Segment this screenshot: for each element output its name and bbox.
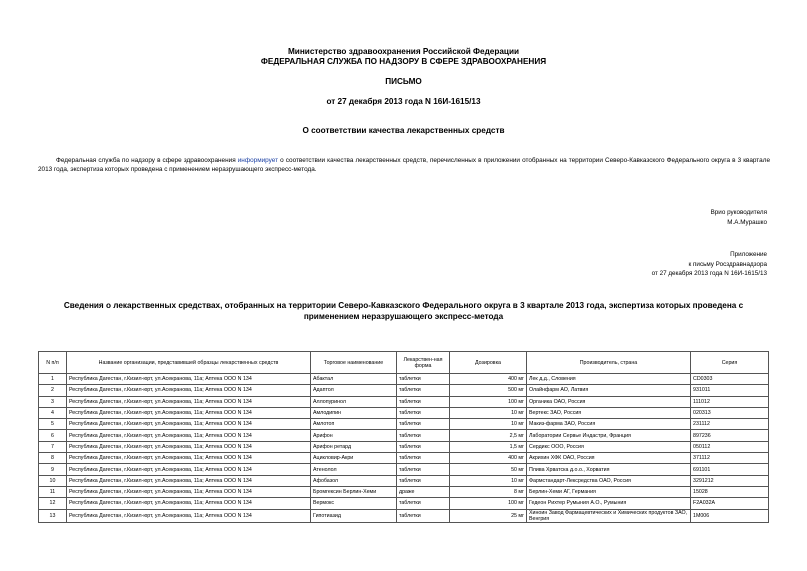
col-header-series: Серия [691,352,769,374]
cell-number: 4 [39,407,67,418]
table-row [39,464,769,475]
col-header-manufacturer: Производитель, страна [527,352,691,374]
document-subject: О соответствии качества лекарственных средств [302,126,505,135]
table-row [39,486,769,497]
cell-series: 1M006 [691,509,769,522]
signature-position: Врио руководителя [710,209,767,216]
appendix-block [652,250,767,279]
cell-series: 371112 [691,453,769,464]
cell-number: 7 [39,441,67,452]
body-paragraph [38,156,770,175]
cell-trade-name: Абактал [311,374,397,385]
cell-manufacturer: Вертекс ЗАО, Россия [527,407,691,418]
document-date: от 27 декабря 2013 года N 16И-1615/13 [326,97,481,106]
cell-series: 3291212 [691,475,769,486]
cell-organization: Республика Дагестан, г.Кизил-юрт, ул.Асекранова, 11а; Аптека ООО N 134 [67,385,311,396]
table-row [39,430,769,441]
body-text-start: Федеральная служба по надзору в сфере здравоохранения [56,157,238,164]
cell-dosage: 100 мг [450,498,527,509]
cell-dosage: 8 мг [450,486,527,497]
cell-trade-name: Арифон ретард [311,441,397,452]
col-header-organization: Название организации, представившей образцы лекарственных средств [67,352,311,374]
cell-form: таблетки [397,407,450,418]
ministry-name: Министерство здравоохранения Российской Федерации [287,47,520,56]
cell-form: таблетки [397,498,450,509]
cell-trade-name: Бромгексин Берлин-Хеми [311,486,397,497]
drugs-table [38,351,769,523]
cell-series: 691101 [691,464,769,475]
cell-form: таблетки [397,453,450,464]
cell-form: таблетки [397,441,450,452]
appendix-label: Приложение [730,251,767,258]
table-title: Сведения о лекарственных средствах, отобранных на территории Северо-Кавказского Федерального округа в 3 квартале 2013 года, экспертиза которых проведена с применением неразрушающего экспресс-метода [63,301,744,321]
table-row [39,407,769,418]
cell-series: 020313 [691,407,769,418]
cell-organization: Республика Дагестан, г.Кизил-юрт, ул.Асекранова, 11а; Аптека ООО N 134 [67,430,311,441]
table-header-row [39,352,769,374]
cell-series: 050112 [691,441,769,452]
cell-number: 12 [39,498,67,509]
cell-manufacturer: Лаборатории Сервье Индастри, Франция [527,430,691,441]
cell-trade-name: Аллопуринол [311,396,397,407]
cell-organization: Республика Дагестан, г.Кизил-юрт, ул.Асекранова, 11а; Аптека ООО N 134 [67,396,311,407]
cell-form: драже [397,486,450,497]
table-row [39,419,769,430]
cell-dosage: 100 мг [450,396,527,407]
cell-organization: Республика Дагестан, г.Кизил-юрт, ул.Асекранова, 11а; Аптека ООО N 134 [67,475,311,486]
cell-organization: Республика Дагестан, г.Кизил-юрт, ул.Асекранова, 11а; Аптека ООО N 134 [67,419,311,430]
cell-organization: Республика Дагестан, г.Кизил-юрт, ул.Асекранова, 11а; Аптека ООО N 134 [67,407,311,418]
col-header-form: Лекарствен-ная форма [397,352,450,374]
cell-series: 111012 [691,396,769,407]
table-row [39,374,769,385]
cell-form: таблетки [397,475,450,486]
cell-form: таблетки [397,396,450,407]
cell-form: таблетки [397,374,450,385]
cell-manufacturer: Органика ОАО, Россия [527,396,691,407]
cell-form: таблетки [397,419,450,430]
appendix-to-letter: к письму Росздравнадзора [688,260,767,268]
cell-trade-name: Гипотиазид [311,509,397,522]
body-text-end: о соответствии качества лекарственных средств, перечисленных в приложении отобранных на территории Северо-Кавказского Федерального округа в 3 квартале 2013 года, экспертиза которых проведена с применением неразрушающего экспресс-метода. [38,157,770,174]
cell-dosage: 1,5 мг [450,441,527,452]
cell-number: 6 [39,430,67,441]
cell-manufacturer: Берлин-Хеми АГ, Германия [527,486,691,497]
cell-trade-name: Адаптол [311,385,397,396]
cell-dosage: 400 мг [450,453,527,464]
cell-series: 231112 [691,419,769,430]
col-header-dosage: Дозировка [450,352,527,374]
cell-trade-name: Арифон [311,430,397,441]
cell-number: 5 [39,419,67,430]
cell-dosage: 10 мг [450,407,527,418]
cell-form: таблетки [397,430,450,441]
signature-block [711,208,767,227]
cell-series: 15028 [691,486,769,497]
table-row [39,509,769,522]
cell-manufacturer: Гедеон Рихтер Румыния А.О., Румыния [527,498,691,509]
cell-manufacturer: Плива Хрватска д.о.о., Хорватия [527,464,691,475]
table-row [39,475,769,486]
cell-dosage: 500 мг [450,385,527,396]
cell-trade-name: Амлотоп [311,419,397,430]
cell-series: F2A032A [691,498,769,509]
cell-series: 897236 [691,430,769,441]
cell-manufacturer: Олайнфарм АО, Латвия [527,385,691,396]
cell-organization: Республика Дагестан, г.Кизил-юрт, ул.Асекранова, 11а; Аптека ООО N 134 [67,509,311,522]
document-type: ПИСЬМО [385,77,422,86]
cell-number: 1 [39,374,67,385]
cell-number: 11 [39,486,67,497]
cell-number: 10 [39,475,67,486]
table-row [39,441,769,452]
cell-series: 931011 [691,385,769,396]
cell-organization: Республика Дагестан, г.Кизил-юрт, ул.Асекранова, 11а; Аптека ООО N 134 [67,464,311,475]
cell-number: 13 [39,509,67,522]
cell-dosage: 2,5 мг [450,430,527,441]
cell-manufacturer: Макиз-фарма ЗАО, Россия [527,419,691,430]
cell-organization: Республика Дагестан, г.Кизил-юрт, ул.Асекранова, 11а; Аптека ООО N 134 [67,498,311,509]
cell-manufacturer: Сердикс ООО, Россия [527,441,691,452]
cell-number: 8 [39,453,67,464]
cell-trade-name: Атенолол [311,464,397,475]
cell-dosage: 10 мг [450,419,527,430]
cell-form: таблетки [397,509,450,522]
cell-trade-name: Ацикловир-Акри [311,453,397,464]
cell-number: 3 [39,396,67,407]
inform-link[interactable]: информирует [237,157,279,164]
cell-organization: Республика Дагестан, г.Кизил-юрт, ул.Асекранова, 11а; Аптека ООО N 134 [67,453,311,464]
cell-dosage: 25 мг [450,509,527,522]
cell-trade-name: Афобазол [311,475,397,486]
table-row [39,498,769,509]
service-name: ФЕДЕРАЛЬНАЯ СЛУЖБА ПО НАДЗОРУ В СФЕРЕ ЗДРАВООХРАНЕНИЯ [260,57,547,66]
cell-series: CD0303 [691,374,769,385]
cell-organization: Республика Дагестан, г.Кизил-юрт, ул.Асекранова, 11а; Аптека ООО N 134 [67,441,311,452]
col-header-number: N п/п [39,352,67,374]
cell-manufacturer: Лек д.д., Словения [527,374,691,385]
cell-manufacturer: Акрихин ХФК ОАО, Россия [527,453,691,464]
cell-manufacturer: Фармстандарт-Лексредства ОАО, Россия [527,475,691,486]
cell-organization: Республика Дагестан, г.Кизил-юрт, ул.Асекранова, 11а; Аптека ООО N 134 [67,374,311,385]
table-row [39,453,769,464]
cell-form: таблетки [397,385,450,396]
cell-manufacturer: Хиноин Завод Фармацевтических и Химических продуктов ЗАО, Венгрия [527,509,691,522]
cell-organization: Республика Дагестан, г.Кизил-юрт, ул.Асекранова, 11а; Аптека ООО N 134 [67,486,311,497]
table-row [39,385,769,396]
cell-dosage: 50 мг [450,464,527,475]
cell-dosage: 400 мг [450,374,527,385]
cell-trade-name: Вермокс [311,498,397,509]
col-header-trade-name: Торговое наименование [311,352,397,374]
cell-number: 9 [39,464,67,475]
cell-dosage: 10 мг [450,475,527,486]
cell-form: таблетки [397,464,450,475]
cell-trade-name: Амлодипин [311,407,397,418]
signature-name: М.А.Мурашко [727,218,767,226]
cell-number: 2 [39,385,67,396]
table-row [39,396,769,407]
appendix-date: от 27 декабря 2013 года N 16И-1615/13 [651,270,767,278]
